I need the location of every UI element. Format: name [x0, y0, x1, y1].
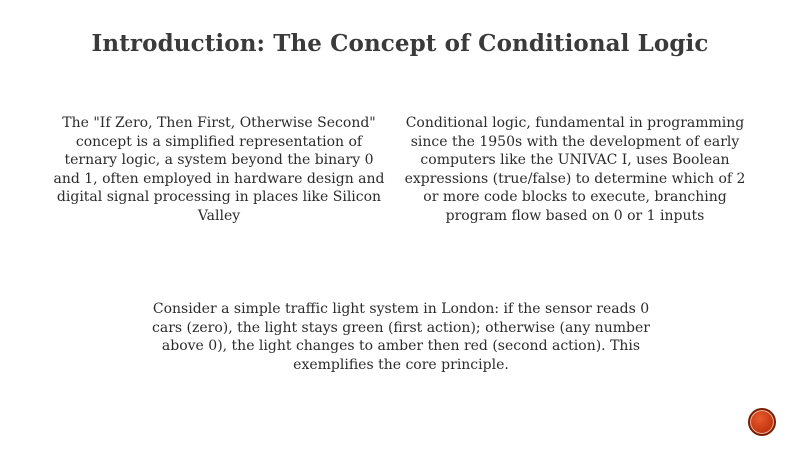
bottom-paragraph: Consider a simple traffic light system in London: if the sensor reads 0 cars (zero), the light stays green (first action); otherwise (any number above 0), the light changes to amber then red (second action). This exemplifies the core principle. — [152, 301, 650, 373]
right-column-text: Conditional logic, fundamental in programming since the 1950s with the development of early computers like the UNIVAC I, uses Boolean expressions (true/false) to determine which of 2 or more code blocks to execute, branching program flow based on 0 or 1 inputs — [404, 115, 746, 224]
slide-title: Introduction: The Concept of Conditional Logic — [91, 30, 709, 57]
left-column-text: The "If Zero, Then First, Otherwise Second" concept is a simplified representation of ternary logic, a system beyond the binary 0 and 1, often employed in hardware design and digital signal processing in places like Silicon Valley — [53, 115, 385, 224]
next-slide-button[interactable] — [748, 408, 776, 436]
